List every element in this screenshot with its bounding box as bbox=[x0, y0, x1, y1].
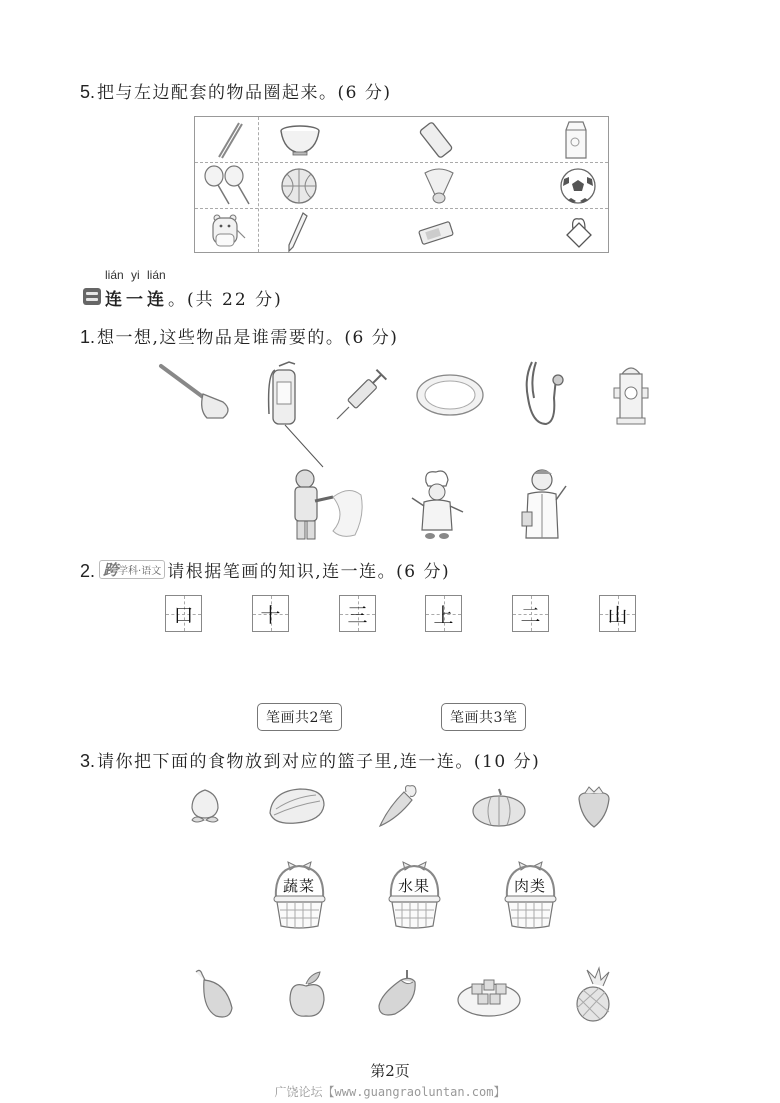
pencil-icon[interactable] bbox=[285, 211, 309, 253]
character-grid-shi[interactable] bbox=[252, 595, 289, 632]
stroke-count-2-box[interactable]: 笔画共2笔 bbox=[257, 703, 342, 731]
basketball-icon[interactable] bbox=[279, 167, 319, 205]
doctor-figure[interactable] bbox=[520, 466, 570, 540]
character: 山 bbox=[607, 603, 628, 627]
pumpkin-icon[interactable] bbox=[471, 787, 527, 827]
question-text: 请根据笔画的知识,连一连。(6 分) bbox=[167, 562, 451, 582]
firefighter-figure[interactable] bbox=[285, 465, 365, 540]
smartphone-icon[interactable] bbox=[420, 121, 460, 159]
question-text: 想一想,这些物品是谁需要的。(6 分) bbox=[97, 328, 399, 348]
question-text: 把与左边配套的物品圈起来。(6 分) bbox=[97, 83, 392, 103]
spatula-icon[interactable] bbox=[157, 362, 235, 422]
question-number: 3. bbox=[80, 751, 96, 771]
question-1-title bbox=[80, 323, 398, 348]
matching-table bbox=[194, 116, 609, 253]
milk-carton-icon[interactable] bbox=[563, 120, 589, 160]
bowl-icon[interactable] bbox=[280, 123, 320, 157]
page-number: 第2页 bbox=[370, 1062, 410, 1080]
shuttlecock-icon[interactable] bbox=[423, 167, 455, 205]
section-pinyin: lián yi lián bbox=[105, 268, 166, 282]
character: 二 bbox=[520, 603, 541, 627]
character-grid-san[interactable] bbox=[339, 595, 376, 632]
section-two-icon bbox=[83, 288, 101, 305]
character-grid-er[interactable] bbox=[512, 595, 549, 632]
chopsticks-icon bbox=[215, 121, 245, 159]
plate-icon[interactable] bbox=[416, 374, 484, 416]
schoolbag-icon bbox=[207, 212, 247, 252]
braised-pork-dish-icon[interactable] bbox=[456, 972, 522, 1018]
peach-icon[interactable] bbox=[188, 786, 222, 826]
question-3-title bbox=[80, 747, 540, 772]
stroke-count-3-box[interactable]: 笔画共3笔 bbox=[441, 703, 526, 731]
character: 上 bbox=[433, 603, 454, 627]
section-score: 。(共 22 分) bbox=[168, 290, 283, 310]
fire-hydrant-icon[interactable] bbox=[612, 360, 650, 426]
question-number: 2. bbox=[80, 561, 96, 581]
pencil-case-icon[interactable] bbox=[417, 221, 455, 245]
question-text: 请你把下面的食物放到对应的篮子里,连一连。(10 分) bbox=[97, 752, 541, 772]
character-grid-shan[interactable] bbox=[599, 595, 636, 632]
carrot-icon[interactable] bbox=[376, 782, 418, 828]
character-grid-kou[interactable] bbox=[165, 595, 202, 632]
apple-icon[interactable] bbox=[286, 970, 328, 1020]
syringe-icon[interactable] bbox=[335, 365, 391, 421]
stethoscope-icon[interactable] bbox=[520, 358, 566, 428]
character: 十 bbox=[260, 603, 281, 627]
fire-extinguisher-icon[interactable] bbox=[265, 360, 301, 426]
character: 口 bbox=[173, 603, 194, 627]
cross-subject-badge bbox=[99, 560, 165, 579]
chef-figure[interactable] bbox=[410, 468, 465, 540]
basket-label-vegetables: 蔬菜 bbox=[283, 877, 316, 895]
napa-cabbage-icon[interactable] bbox=[266, 785, 326, 827]
badminton-rackets-icon bbox=[201, 165, 255, 207]
question-5-title bbox=[80, 78, 392, 103]
question-number: 1. bbox=[80, 327, 96, 347]
pineapple-icon[interactable] bbox=[573, 966, 615, 1022]
badge-main: 跨 bbox=[103, 561, 119, 579]
chicken-drumstick-icon[interactable] bbox=[192, 968, 236, 1020]
badge-sub: 学科·语文 bbox=[118, 566, 162, 577]
basket-label-meat: 肉类 bbox=[514, 877, 547, 895]
question-number: 5. bbox=[80, 82, 96, 102]
question-2-title bbox=[80, 557, 450, 582]
binder-clip-icon[interactable] bbox=[563, 215, 595, 249]
table-divider bbox=[195, 208, 608, 209]
table-divider bbox=[258, 117, 259, 252]
strawberry-icon[interactable] bbox=[575, 783, 613, 829]
character: 三 bbox=[347, 603, 368, 627]
table-divider bbox=[195, 162, 608, 163]
section-heading-text: 连一连 bbox=[105, 290, 168, 310]
section-heading bbox=[105, 285, 283, 310]
basket-label-fruits: 水果 bbox=[398, 877, 431, 895]
eggplant-icon[interactable] bbox=[375, 968, 419, 1020]
soccer-ball-icon[interactable] bbox=[559, 167, 597, 205]
character-grid-shang[interactable] bbox=[425, 595, 462, 632]
watermark-text: 广饶论坛【www.guangraoluntan.com】 bbox=[274, 1085, 506, 1099]
